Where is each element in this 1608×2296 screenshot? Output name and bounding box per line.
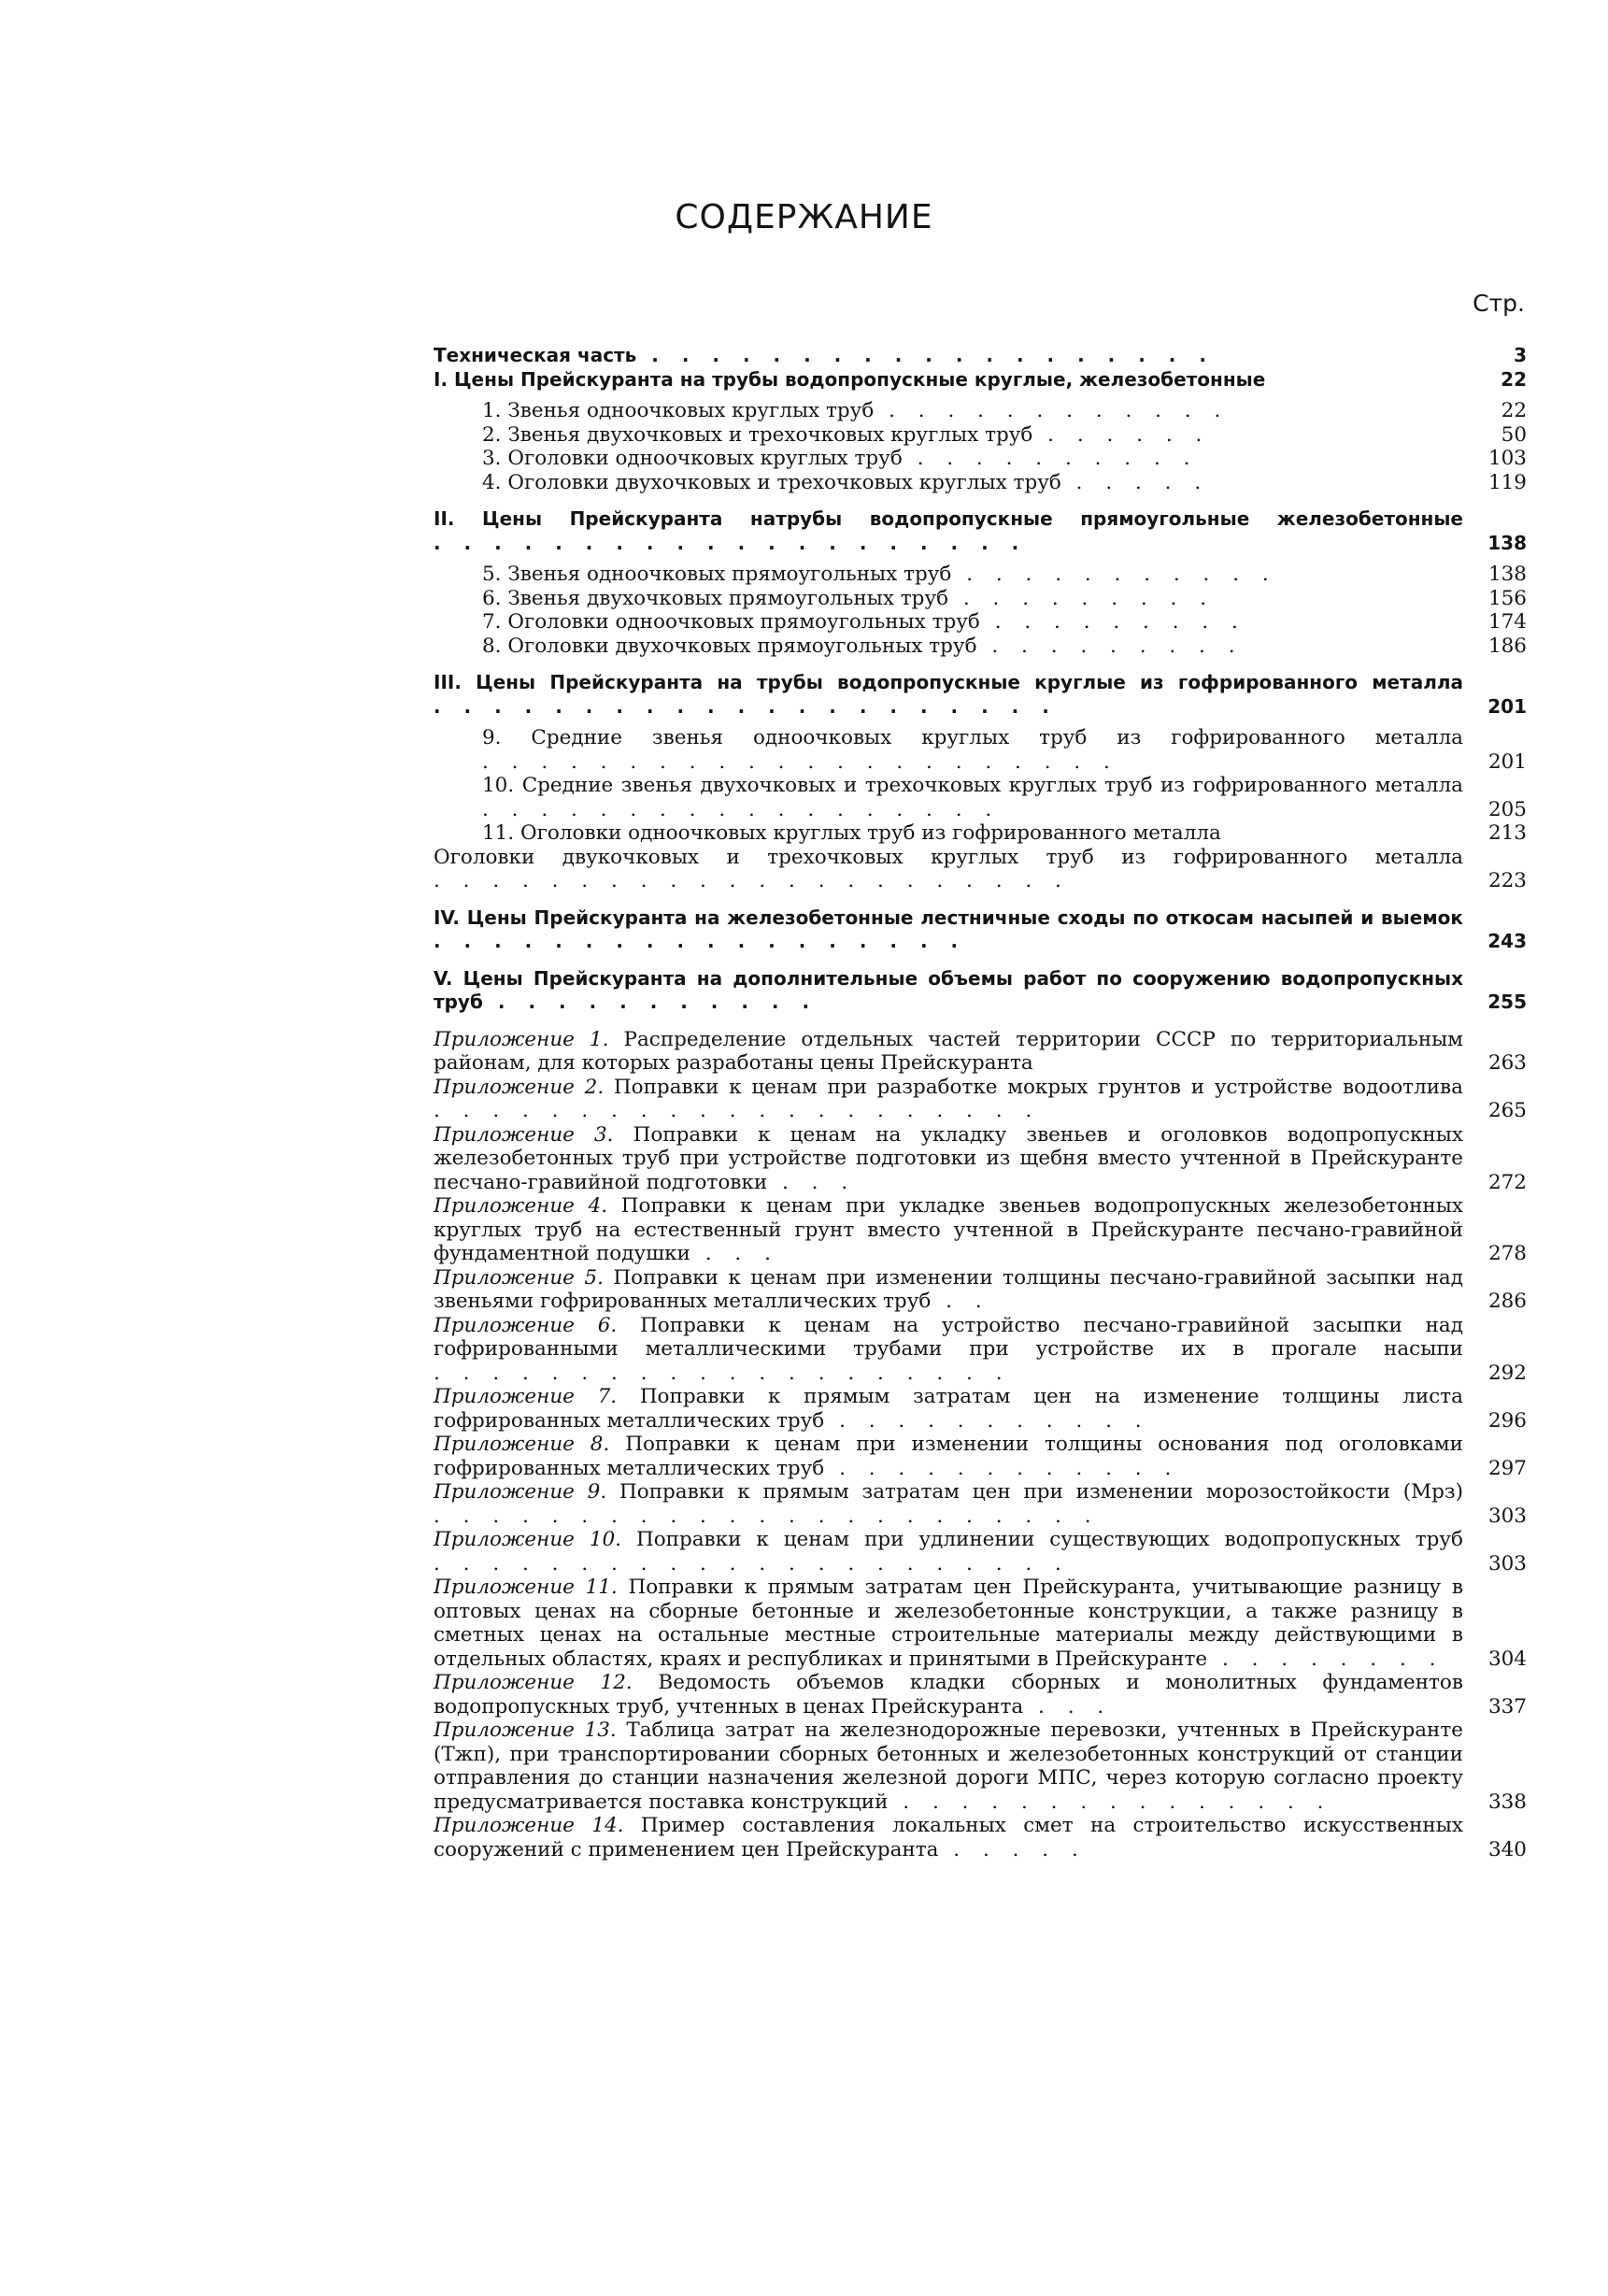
appendix-entry[interactable]: Приложение 2. Поправки к ценам при разработке мокрых грунтов и устройстве водоотлива . . . . . . . . . . . . . . . . . . . . . 265 <box>434 1075 1527 1122</box>
toc-entry[interactable]: 3. Оголовки одноочковых круглых труб . . . . . . . . . . 103 <box>482 447 1527 470</box>
toc-entry-page: 22 <box>1501 367 1527 391</box>
appendix-label: Приложение 11. <box>434 1576 618 1599</box>
toc-entry-page: 138 <box>1487 563 1527 586</box>
toc-entry[interactable]: 5. Звенья одноочковых прямоугольных труб . . . . . . . . . . . 138 <box>482 563 1527 586</box>
appendix-entry[interactable]: Приложение 10. Поправки к ценам при удлинении существующих водопропускных труб . . . . . . . . . . . . . . . . . . . . . . 303 <box>434 1528 1527 1576</box>
appendix-label: Приложение 5. <box>434 1265 604 1290</box>
toc-entry-page: 103 <box>1487 447 1527 470</box>
appendix-entry[interactable]: Приложение 9. Поправки к прямым затратам цен при изменении морозостойкости (Мрз) . . . . . . . . . . . . . . . . . . . . . . . 303 <box>434 1480 1527 1528</box>
toc-entry-page: 243 <box>1487 930 1527 952</box>
toc-entry-page: 50 <box>1501 422 1527 447</box>
appendix-label: Приложение 9. <box>434 1480 607 1504</box>
appendix-label: Приложение 13. <box>434 1718 617 1742</box>
appendix-entry[interactable]: Приложение 12. Ведомость объемов кладки сборных и монолитных фундаментов водопропускных труб, учтенных в ценах Прейскуранта . . . 337 <box>434 1671 1527 1718</box>
toc-entry-title: Поправки к ценам при изменении толщины песчано-гравийной засыпки над звеньями гофрированных металлических труб <box>434 1265 1463 1313</box>
toc-entry[interactable]: 1. Звенья одноочковых круглых труб . . . . . . . . . . . . 22 <box>482 399 1527 422</box>
toc-entry-page: 303 <box>1487 1551 1527 1576</box>
toc-entry-title: Техническая часть <box>434 344 637 366</box>
toc-entry-page: 205 <box>1487 797 1527 821</box>
toc-entry-title: Поправки к прямым затратам цен Прейскуранта, учитывающие разницу в оптовых ценах на сборные бетонные и железобетонные конструкции, а также разницу в сметных ценах на остальные местные строительные материалы между действующими в отдельных областях, краях и республиках и принятыми в Прейскуранте <box>434 1576 1463 1671</box>
appendix-label: Приложение 4. <box>434 1194 608 1218</box>
toc-entry-page: 297 <box>1487 1456 1527 1480</box>
toc-entry-title: Таблица затрат на железнодорожные перевозки, учтенных в Прейскуранте (Тжп), при транспортировании сборных бетонных и железобетонных конструкций от станции отправления до станции назначения железной дороги МПС, через которую согласно проекту предусматривается поставка конструкций <box>434 1718 1463 1814</box>
toc-entry-page: 272 <box>1487 1170 1527 1194</box>
toc-entry-page: 186 <box>1487 634 1527 658</box>
toc-entry-title: Распределение отдельных частей территории СССР по территориальным районам, для которых разработаны цены Прейскуранта <box>434 1027 1463 1075</box>
toc-entry-page: 265 <box>1487 1099 1527 1122</box>
toc-entry[interactable]: III. Цены Прейскуранта на трубы водопропускные круглые из гофрированного металла . . . . . . . . . . . . . . . . . . . . . 201 <box>434 671 1527 718</box>
appendix-label: Приложение 14. <box>434 1814 624 1837</box>
appendix-entry[interactable] <box>434 1028 1527 1076</box>
toc-entry-page: 255 <box>1487 991 1527 1013</box>
appendix-entry[interactable]: Приложение 11. Поправки к прямым затратам цен Прейскуранта, учитывающие разницу в оптовых ценах на сборные бетонные и железобетонные конструкции, а также разницу в сметных ценах на остальные местные строительные материалы между действующими в отдельных областях, краях и республиках и принятыми в Прейскуранте . . . . . . . . 304 <box>434 1576 1527 1671</box>
toc-entry[interactable]: 4. Оголовки двухочковых и трехочковых круглых труб . . . . . 119 <box>482 470 1527 494</box>
toc-entry-page: 3 <box>1514 344 1527 366</box>
toc-entry-title: Поправки к ценам при удлинении существующих водопропускных труб <box>635 1528 1463 1551</box>
toc-entry[interactable]: 9. Средние звенья одноочковых круглых труб из гофрированного металла . . . . . . . . . . . . . . . . . . . . . . 201 <box>482 726 1527 774</box>
appendix-label: Приложение 10. <box>434 1528 622 1551</box>
toc-entry-title: Поправки к ценам на устройство песчано-гравийной засыпки над гофрированными металлическими трубами при устройстве их в прогале насыпи <box>434 1313 1463 1361</box>
appendix-label: Приложение 2. <box>434 1075 605 1099</box>
page-column-label: Стр. <box>1473 290 1525 317</box>
toc-entry-title: Ведомость объемов кладки сборных и монолитных фундаментов водопропускных труб, учтенных в ценах Прейскуранта <box>434 1671 1463 1718</box>
toc-entry-title: Поправки к прямым затратам цен при изменении морозостойкости (Мрз) <box>619 1480 1463 1504</box>
toc-entry-page: 156 <box>1487 586 1527 610</box>
toc-entry-page: 337 <box>1487 1694 1527 1718</box>
toc-entry[interactable]: Оголовки двукочковых и трехочковых круглых труб из гофрированного металла . . . . . . . . . . . . . . . . . . . . . . 223 <box>434 845 1527 892</box>
toc-entry-title: 6. Звенья двухочковых прямоугольных труб <box>482 586 949 610</box>
appendix-entry[interactable]: Приложение 4. Поправки к ценам при укладке звеньев водопропускных железобетонных круглых труб на естественный грунт вместо учтенной в Прейскуранте песчано-гравийной фундаментной подушки . . . 278 <box>434 1194 1527 1265</box>
toc-entry-page: 174 <box>1487 610 1527 634</box>
toc-entry-page: 296 <box>1487 1408 1527 1433</box>
toc-entry[interactable]: V. Цены Прейскуранта на дополнительные объемы работ по сооружению водопропускных труб . . . . . . . . . . . 255 <box>434 966 1527 1013</box>
appendix-label: Приложение 8. <box>434 1433 610 1456</box>
toc-entry-title: Поправки к ценам на укладку звеньев и оголовков водопропускных железобетонных труб при устройстве подготовки из щебня вместо учтенной в Прейскуранте песчано-гравийной подготовки <box>434 1122 1463 1194</box>
toc-entry[interactable]: 10. Средние звенья двухочковых и трехочковых круглых труб из гофрированного металла . . . . . . . . . . . . . . . . . . 205 <box>482 774 1527 821</box>
toc-entry-page: 138 <box>1487 531 1527 554</box>
toc-entry[interactable]: IV. Цены Прейскуранта на железобетонные лестничные сходы по откосам насыпей и выемок . . . . . . . . . . . . . . . . . . 243 <box>434 906 1527 952</box>
toc-entry-page: 278 <box>1487 1242 1527 1265</box>
toc-entry-title: Оголовки двукочковых и трехочковых круглых труб из гофрированного металла <box>434 845 1463 869</box>
toc-entry[interactable]: 7. Оголовки одноочковых прямоугольных труб . . . . . . . . . 174 <box>482 610 1527 634</box>
appendix-label: Приложение 12. <box>434 1671 633 1694</box>
toc-entry-title: Поправки к ценам при укладке звеньев водопропускных железобетонных круглых труб на естественный грунт вместо учтенной в Прейскуранте песчано-гравийной фундаментной подушки <box>434 1194 1463 1265</box>
toc-entry-page: 201 <box>1487 694 1527 718</box>
toc-entry-page: 304 <box>1487 1647 1527 1671</box>
toc-entry-title: 11. Оголовки одноочковых круглых труб из гофрированного металла <box>482 821 1221 845</box>
toc-entry-page: 213 <box>1487 821 1527 845</box>
appendix-entry[interactable]: Приложение 13. Таблица затрат на железнодорожные перевозки, учтенных в Прейскуранте (Тжп), при транспортировании сборных бетонных и железобетонных конструкций от станции отправления до станции назначения железной дороги МПС, через которую согласно проекту предусматривается поставка конструкций . . . . . . . . . . . . . . . 338 <box>434 1718 1527 1814</box>
toc-entry-title: II. Цены Прейскуранта натрубы водопропускные прямоугольные железобетонные <box>434 507 1463 530</box>
toc-entry-title: 9. Средние звенья одноочковых круглых труб из гофрированного металла <box>482 726 1463 749</box>
toc-entry-page: 286 <box>1487 1290 1527 1313</box>
table-of-contents <box>434 344 1527 1861</box>
toc-entry-title: I. Цены Прейскуранта на трубы водопропускные круглые, железобетонные <box>434 367 1266 391</box>
toc-entry-page: 303 <box>1487 1504 1527 1528</box>
toc-entry-page: 223 <box>1487 869 1527 892</box>
toc-entry-title: Поправки к ценам при изменении толщины основания под оголовками гофрированных металлических труб <box>434 1433 1463 1480</box>
toc-entry-title: Поправки к ценам при разработке мокрых грунтов и устройстве водоотлива <box>613 1075 1463 1099</box>
appendix-label: Приложение 3. <box>434 1122 614 1147</box>
appendix-entry[interactable]: Приложение 7. Поправки к прямым затратам цен на изменение толщины листа гофрированных металлических труб . . . . . . . . . . . 296 <box>434 1385 1527 1433</box>
toc-entry-title: 5. Звенья одноочковых прямоугольных труб <box>482 563 952 586</box>
appendix-entry[interactable]: Приложение 8. Поправки к ценам при изменении толщины основания под оголовками гофрированных металлических труб . . . . . . . . . . . . 297 <box>434 1433 1527 1480</box>
toc-entry-title: 7. Оголовки одноочковых прямоугольных труб <box>482 610 980 634</box>
toc-entry-page: 338 <box>1487 1790 1527 1814</box>
appendix-entry[interactable]: Приложение 5. Поправки к ценам при изменении толщины песчано-гравийной засыпки над звеньями гофрированных металлических труб . . 286 <box>434 1265 1527 1313</box>
toc-entry-title: 2. Звенья двухочковых и трехочковых круглых труб <box>482 422 1033 447</box>
toc-entry[interactable]: Техническая часть . . . . . . . . . . . . . . . . . . . 3 <box>434 344 1527 366</box>
toc-entry-title: IV. Цены Прейскуранта на железобетонные лестничные сходы по откосам насыпей и выемок <box>434 906 1463 929</box>
appendix-entry[interactable]: Приложение 3. Поправки к ценам на укладку звеньев и оголовков водопропускных железобетонных труб при устройстве подготовки из щебня вместо учтенной в Прейскуранте песчано-гравийной подготовки . . . 272 <box>434 1122 1527 1194</box>
appendix-label: Приложение 6. <box>434 1313 618 1337</box>
toc-entry-title: Пример составления локальных смет на строительство искусственных сооружений с применением цен Прейскуранта <box>434 1814 1463 1861</box>
page-title: СОДЕРЖАНИЕ <box>675 198 933 236</box>
toc-entry[interactable]: II. Цены Прейскуранта натрубы водопропускные прямоугольные железобетонные . . . . . . . . . . . . . . . . . . . . 138 <box>434 507 1527 554</box>
toc-entry[interactable]: 6. Звенья двухочковых прямоугольных труб . . . . . . . . . 156 <box>482 586 1527 610</box>
appendix-label: Приложение 7. <box>434 1385 618 1408</box>
toc-entry[interactable]: 8. Оголовки двухочковых прямоугольных труб . . . . . . . . . 186 <box>482 634 1527 658</box>
toc-entry[interactable] <box>434 368 1527 392</box>
toc-entry-page: 263 <box>1487 1051 1527 1075</box>
toc-entry-title: 1. Звенья одноочковых круглых труб <box>482 399 875 422</box>
appendix-entry[interactable]: Приложение 6. Поправки к ценам на устройство песчано-гравийной засыпки над гофрированными металлическими трубами при устройстве их в прогале насыпи . . . . . . . . . . . . . . . . . . . . 292 <box>434 1313 1527 1385</box>
toc-entry[interactable]: 2. Звенья двухочковых и трехочковых круглых труб . . . . . . 50 <box>482 422 1527 447</box>
toc-entry-title: V. Цены Прейскуранта на дополнительные объемы работ по сооружению водопропускных труб <box>434 966 1463 1013</box>
toc-entry-title: Поправки к прямым затратам цен на изменение толщины листа гофрированных металлических труб <box>434 1385 1463 1433</box>
toc-entry-title: 10. Средние звенья двухочковых и трехочковых круглых труб из гофрированного металла <box>482 774 1463 797</box>
toc-entry-page: 22 <box>1501 399 1527 422</box>
appendix-label: Приложение 1. <box>434 1027 609 1051</box>
toc-entry-page: 201 <box>1487 749 1527 774</box>
toc-entry-title: III. Цены Прейскуранта на трубы водопропускные круглые из гофрированного металла <box>434 671 1463 693</box>
toc-entry-page: 292 <box>1487 1361 1527 1385</box>
toc-entry-title: 4. Оголовки двухочковых и трехочковых круглых труб <box>482 470 1061 494</box>
toc-entry-title: 8. Оголовки двухочковых прямоугольных труб <box>482 634 977 658</box>
toc-entry-title: 3. Оголовки одноочковых круглых труб <box>482 447 903 470</box>
appendix-entry[interactable]: Приложение 14. Пример составления локальных смет на строительство искусственных сооружений с применением цен Прейскуранта . . . . . 340 <box>434 1814 1527 1861</box>
toc-entry-page: 340 <box>1487 1837 1527 1861</box>
toc-entry[interactable] <box>434 821 1527 846</box>
toc-entry-page: 119 <box>1487 470 1527 494</box>
